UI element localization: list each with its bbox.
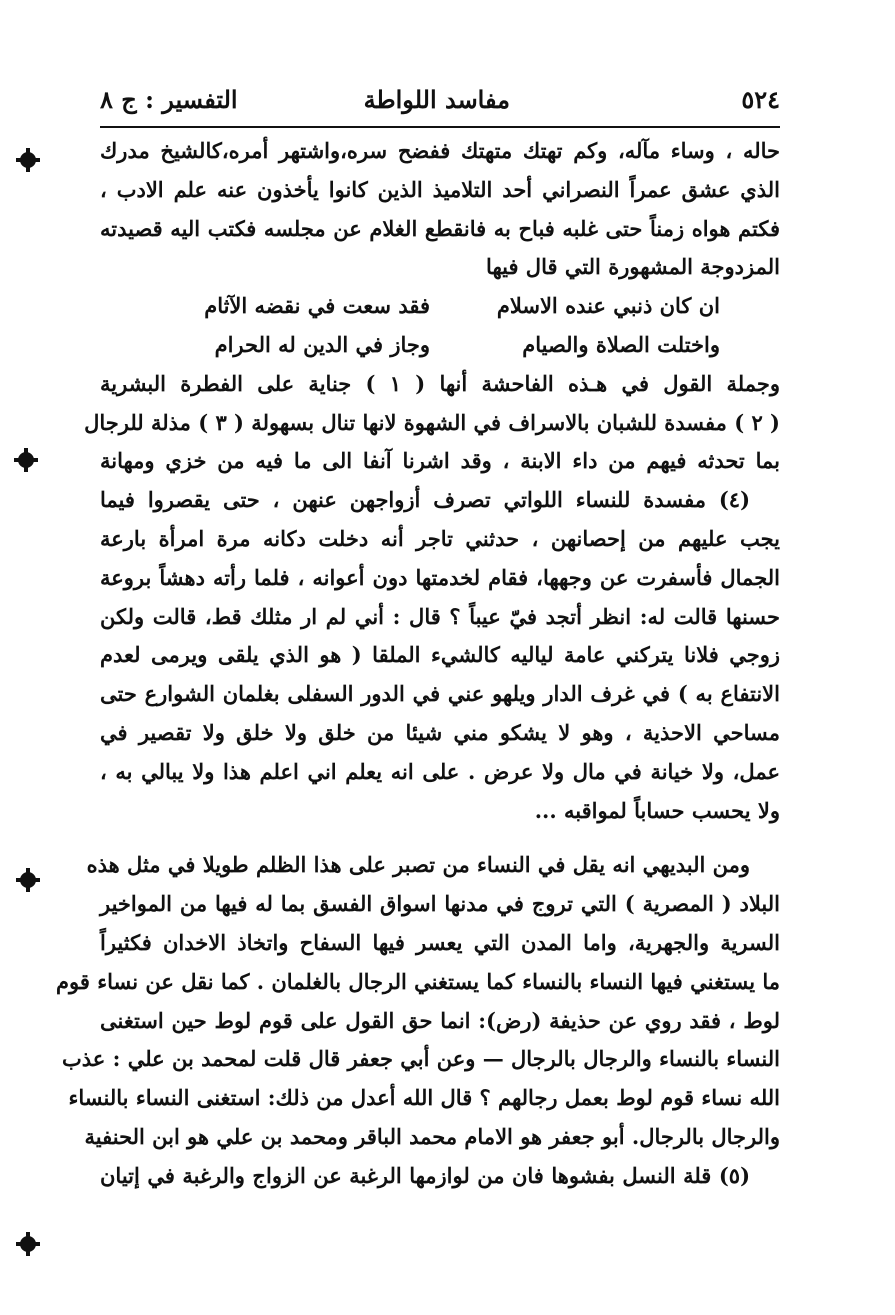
text-line: ما يستغني فيها النساء بالنساء كما يستغني الرجال بالغلمان . كما نقل عن نساء قوم [56, 968, 780, 994]
paragraph [56, 846, 780, 1156]
binding-hole-mark [18, 452, 34, 468]
text-line: الجمال فأسفرت عن وجهها، فقام لخدمتها دون أعوانه ، فلما رأته دهشاً بروعة [100, 564, 780, 590]
chapter-title: مفاسد اللواطة [363, 85, 510, 114]
text-line: وجملة القول في هـذه الفاحشة أنها ( ١ ) جناية على الفطرة البشرية [100, 370, 780, 396]
page-number: ٥٢٤ [741, 85, 780, 114]
text-line: والرجال بالرجال. أبو جعفر هو الامام محمد الباقر ومحمد بن علي هو ابن الحنفية [84, 1123, 780, 1149]
text-line: فكتم هواه زمناً حتى غلبه فباح به فانقطع الغلام عن مجلسه فكتب اليه قصيدته [100, 215, 780, 241]
running-header [100, 85, 780, 125]
header-rule [100, 126, 780, 128]
text-line: ولا يحسب حساباً لمواقبه ... [534, 797, 780, 823]
body-text [56, 132, 780, 1196]
verse-hemistich-first: ان كان ذنبي عنده الاسلام [496, 293, 720, 319]
binding-hole-mark [20, 152, 36, 168]
text-line: السرية والجهرية، واما المدن التي يعسر فيها السفاح واتخاذ الاخدان فكثيراً [100, 929, 780, 955]
verse-line [100, 326, 780, 365]
paragraph [100, 481, 780, 830]
text-line: المزدوجة المشهورة التي قال فيها [486, 254, 780, 280]
text-line: (٤) مفسدة للنساء اللواتي تصرف أزواجهن عنهن ، حتى يقصروا فيما [100, 487, 750, 513]
poem-verses [100, 287, 780, 365]
book-reference: التفسير : ج ٨ [100, 85, 238, 114]
text-line: يجب عليهم من إحصانهن ، حدثني تاجر أنه دخلت دكانه مرة امرأة بارعة [100, 525, 780, 551]
paragraph [100, 132, 780, 287]
text-line: ومن البديهي انه يقل في النساء من تصبر على هذا الظلم طويلا في مثل هذه [86, 852, 750, 878]
text-line: (٥) قلة النسل بفشوها فان من لوازمها الرغبة عن الزواج والرغبة في إتيان [100, 1162, 750, 1188]
binding-hole-mark [20, 1236, 36, 1252]
binding-hole-mark [20, 872, 36, 888]
text-line: بما تحدثه فيهم من داء الابنة ، وقد اشرنا آنفا الى ما فيه من خزي ومهانة [100, 448, 780, 474]
paragraph [100, 1157, 780, 1196]
text-line: مساحي الاحذية ، وهو لا يشكو مني شيئا من خلق ولا خلق ولا تقصير في [100, 719, 780, 745]
paragraph-gap [100, 830, 780, 846]
text-line: النساء بالنساء والرجال بالرجال — وعن أبي جعفر قال قلت لمحمد بن علي : عذب [62, 1046, 780, 1072]
text-line: الله نساء قوم لوط بعمل رجالهم ؟ قال الله أعدل من ذلك: استغنى النساء بالنساء [68, 1085, 780, 1111]
paragraph [84, 365, 780, 481]
text-line: حاله ، وساء مآله، وكم تهتك متهتك ففضح سره،واشتهر أمره،كالشيخ مدرك [100, 138, 780, 163]
text-line: الذي عشق عمراً النصراني أحد التلاميذ الذين كانوا يأخذون عنه علم الادب ، [100, 176, 780, 202]
text-line: حسنها قالت له: انظر أتجد فيّ عيباً ؟ قال : أني لم ار مثلك قط، قالت ولكن [100, 603, 780, 629]
verse-hemistich-second: فقد سعت في نقضه الآثام [204, 293, 430, 319]
text-line: الانتفاع به ) في غرف الدار ويلهو عني في الدور السفلى بغلمان الشوارع حتى [100, 681, 780, 707]
verse-line [100, 287, 780, 326]
verse-hemistich-second: وجاز في الدين له الحرام [214, 331, 430, 357]
text-line: ( ٢ ) مفسدة للشبان بالاسراف في الشهوة لانها تنال بسهولة ( ٣ ) مذلة للرجال [84, 409, 780, 435]
verse-hemistich-first: واختلت الصلاة والصيام [522, 331, 720, 357]
text-line: زوجي فلانا يتركني عامة لياليه كالشيء الملقا ( هو الذي يلقى ويرمى لعدم [100, 642, 780, 668]
text-line: لوط ، فقد روي عن حذيفة (رض): انما حق القول على قوم لوط حين استغنى [100, 1007, 780, 1033]
text-line: عمل، ولا خيانة في مال ولا عرض . على انه يعلم اني اعلم هذا ولا يبالي به ، [100, 758, 780, 784]
text-line: البلاد ( المصرية ) التي تروج في مدنها اسواق الفسق بما له فيها من المواخير [100, 891, 780, 917]
